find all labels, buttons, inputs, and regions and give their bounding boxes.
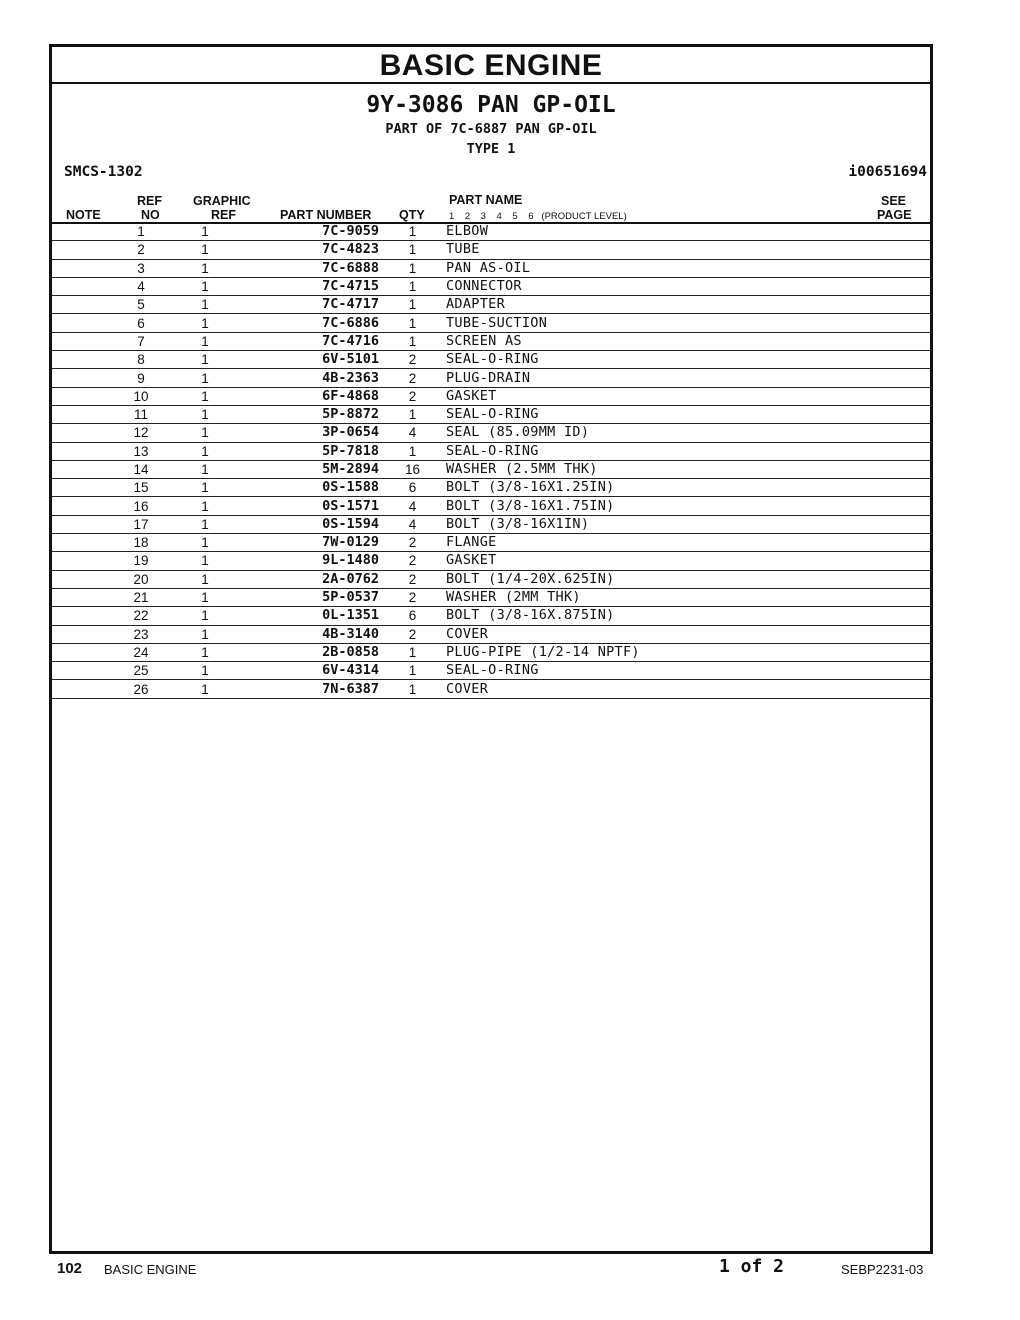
part-number-cell: 6F-4868 [242, 387, 379, 405]
part-name-cell: TUBE-SUCTION [446, 314, 890, 332]
note-cell [52, 625, 114, 643]
qty-cell: 1 [379, 332, 446, 350]
ref-no-cell: 3 [114, 259, 168, 277]
note-cell [52, 570, 114, 588]
graphic-ref-cell: 1 [168, 570, 242, 588]
part-number-cell: 4B-3140 [242, 625, 379, 643]
part-name-cell: BOLT (3/8-16X1.75IN) [446, 497, 890, 515]
col-product-levels: 1 2 3 4 5 6 (PRODUCT LEVEL) [449, 211, 627, 222]
part-number-cell: 0S-1594 [242, 515, 379, 533]
table-row [52, 351, 930, 369]
graphic-ref-cell: 1 [168, 369, 242, 387]
see-page-cell [890, 277, 930, 295]
ref-no-cell: 13 [114, 442, 168, 460]
graphic-ref-cell: 1 [168, 223, 242, 241]
see-page-cell [890, 387, 930, 405]
note-cell [52, 643, 114, 661]
see-page-cell [890, 296, 930, 314]
table-row [52, 442, 930, 460]
ref-no-cell: 14 [114, 460, 168, 478]
part-number-cell: 7W-0129 [242, 534, 379, 552]
part-number-cell: 6V-5101 [242, 351, 379, 369]
part-name-cell: SCREEN AS [446, 332, 890, 350]
part-name-cell: PAN AS-OIL [446, 259, 890, 277]
see-page-cell [890, 534, 930, 552]
graphic-ref-cell: 1 [168, 460, 242, 478]
part-name-cell: BOLT (1/4-20X.625IN) [446, 570, 890, 588]
see-page-cell [890, 515, 930, 533]
table-row [52, 369, 930, 387]
qty-cell: 2 [379, 552, 446, 570]
see-page-cell [890, 570, 930, 588]
table-row [52, 552, 930, 570]
ref-no-cell: 5 [114, 296, 168, 314]
qty-cell: 1 [379, 442, 446, 460]
note-cell [52, 497, 114, 515]
note-cell [52, 351, 114, 369]
part-name-cell: SEAL-O-RING [446, 662, 890, 680]
graphic-ref-cell: 1 [168, 314, 242, 332]
see-page-cell [890, 369, 930, 387]
graphic-ref-cell: 1 [168, 643, 242, 661]
ref-no-cell: 12 [114, 424, 168, 442]
see-page-cell [890, 625, 930, 643]
col-see-bottom: PAGE [877, 208, 912, 222]
part-number-cell: 0L-1351 [242, 607, 379, 625]
graphic-ref-cell: 1 [168, 405, 242, 423]
ref-no-cell: 26 [114, 680, 168, 698]
note-cell [52, 223, 114, 241]
qty-cell: 1 [379, 314, 446, 332]
part-name-cell: BOLT (3/8-16X.875IN) [446, 607, 890, 625]
qty-cell: 6 [379, 479, 446, 497]
graphic-ref-cell: 1 [168, 534, 242, 552]
ref-no-cell: 18 [114, 534, 168, 552]
table-row [52, 405, 930, 423]
part-name-cell: GASKET [446, 387, 890, 405]
illustration-id: i00651694 [848, 164, 927, 180]
see-page-cell [890, 680, 930, 698]
table-row [52, 680, 930, 698]
smcs-code: SMCS-1302 [64, 164, 143, 180]
graphic-ref-cell: 1 [168, 259, 242, 277]
part-of-line: PART OF 7C-6887 PAN GP-OIL [385, 121, 597, 137]
ref-no-cell: 11 [114, 405, 168, 423]
note-cell [52, 241, 114, 259]
ref-no-cell: 2 [114, 241, 168, 259]
table-row [52, 332, 930, 350]
note-cell [52, 332, 114, 350]
col-graphic-bottom: REF [211, 208, 236, 222]
see-page-cell [890, 552, 930, 570]
graphic-ref-cell: 1 [168, 662, 242, 680]
type-line: TYPE 1 [466, 141, 516, 157]
part-number-cell: 5M-2894 [242, 460, 379, 478]
see-page-cell [890, 588, 930, 606]
part-name-cell: SEAL-O-RING [446, 351, 890, 369]
col-part-name: PART NAME [449, 193, 523, 207]
qty-cell: 2 [379, 351, 446, 369]
part-name-cell: COVER [446, 625, 890, 643]
table-row [52, 497, 930, 515]
see-page-cell [890, 351, 930, 369]
col-graphic-top: GRAPHIC [193, 194, 251, 208]
part-name-cell: TUBE [446, 241, 890, 259]
col-see-top: SEE [881, 194, 907, 208]
part-number-cell: 5P-7818 [242, 442, 379, 460]
see-page-cell [890, 314, 930, 332]
part-number-cell: 7C-9059 [242, 223, 379, 241]
graphic-ref-cell: 1 [168, 497, 242, 515]
table-row [52, 570, 930, 588]
part-name-cell: WASHER (2MM THK) [446, 588, 890, 606]
note-cell [52, 277, 114, 295]
col-note: NOTE [66, 208, 101, 222]
note-cell [52, 296, 114, 314]
part-number-cell: 6V-4314 [242, 662, 379, 680]
graphic-ref-cell: 1 [168, 424, 242, 442]
note-cell [52, 259, 114, 277]
table-row [52, 534, 930, 552]
col-ref-bottom: NO [141, 208, 160, 222]
ref-no-cell: 16 [114, 497, 168, 515]
ref-no-cell: 19 [114, 552, 168, 570]
note-cell [52, 588, 114, 606]
ref-no-cell: 23 [114, 625, 168, 643]
part-number-cell: 9L-1480 [242, 552, 379, 570]
qty-cell: 1 [379, 643, 446, 661]
note-cell [52, 405, 114, 423]
table-row [52, 607, 930, 625]
page-footer [55, 1256, 925, 1280]
table-header [52, 192, 930, 224]
part-name-cell: WASHER (2.5MM THK) [446, 460, 890, 478]
qty-cell: 1 [379, 277, 446, 295]
table-row [52, 296, 930, 314]
part-name-cell: CONNECTOR [446, 277, 890, 295]
part-number-cell: 7C-4715 [242, 277, 379, 295]
ref-no-cell: 8 [114, 351, 168, 369]
part-name-cell: SEAL-O-RING [446, 405, 890, 423]
table-row [52, 479, 930, 497]
graphic-ref-cell: 1 [168, 680, 242, 698]
note-cell [52, 314, 114, 332]
graphic-ref-cell: 1 [168, 332, 242, 350]
group-title: 9Y-3086 PAN GP-OIL [366, 92, 616, 118]
part-number-cell: 0S-1588 [242, 479, 379, 497]
note-cell [52, 680, 114, 698]
part-number-cell: 3P-0654 [242, 424, 379, 442]
part-name-cell: PLUG-PIPE (1/2-14 NPTF) [446, 643, 890, 661]
qty-cell: 4 [379, 497, 446, 515]
qty-cell: 1 [379, 662, 446, 680]
ref-no-cell: 20 [114, 570, 168, 588]
part-number-cell: 5P-0537 [242, 588, 379, 606]
part-name-cell: FLANGE [446, 534, 890, 552]
qty-cell: 4 [379, 424, 446, 442]
table-row [52, 314, 930, 332]
note-cell [52, 460, 114, 478]
part-name-cell: COVER [446, 680, 890, 698]
part-number-cell: 7N-6387 [242, 680, 379, 698]
qty-cell: 2 [379, 534, 446, 552]
part-name-cell: ADAPTER [446, 296, 890, 314]
graphic-ref-cell: 1 [168, 241, 242, 259]
qty-cell: 1 [379, 259, 446, 277]
graphic-ref-cell: 1 [168, 607, 242, 625]
part-number-cell: 7C-4823 [242, 241, 379, 259]
section-title: BASIC ENGINE [379, 49, 603, 82]
page-of: 1 of 2 [719, 1256, 785, 1277]
note-cell [52, 424, 114, 442]
col-ref-top: REF [137, 194, 162, 208]
ref-no-cell: 6 [114, 314, 168, 332]
see-page-cell [890, 460, 930, 478]
qty-cell: 1 [379, 405, 446, 423]
table-row [52, 588, 930, 606]
part-name-cell: PLUG-DRAIN [446, 369, 890, 387]
qty-cell: 2 [379, 588, 446, 606]
qty-cell: 2 [379, 369, 446, 387]
note-cell [52, 387, 114, 405]
qty-cell: 16 [379, 460, 446, 478]
qty-cell: 4 [379, 515, 446, 533]
see-page-cell [890, 241, 930, 259]
part-name-cell: BOLT (3/8-16X1.25IN) [446, 479, 890, 497]
ref-no-cell: 10 [114, 387, 168, 405]
see-page-cell [890, 479, 930, 497]
table-row [52, 460, 930, 478]
qty-cell: 1 [379, 296, 446, 314]
graphic-ref-cell: 1 [168, 515, 242, 533]
ref-no-cell: 17 [114, 515, 168, 533]
graphic-ref-cell: 1 [168, 387, 242, 405]
ref-no-cell: 21 [114, 588, 168, 606]
graphic-ref-cell: 1 [168, 296, 242, 314]
ref-no-cell: 9 [114, 369, 168, 387]
see-page-cell [890, 662, 930, 680]
table-row [52, 241, 930, 259]
qty-cell: 1 [379, 241, 446, 259]
qty-cell: 2 [379, 387, 446, 405]
see-page-cell [890, 424, 930, 442]
note-cell [52, 369, 114, 387]
see-page-cell [890, 259, 930, 277]
note-cell [52, 552, 114, 570]
part-name-cell: GASKET [446, 552, 890, 570]
note-cell [52, 607, 114, 625]
note-cell [52, 515, 114, 533]
see-page-cell [890, 607, 930, 625]
see-page-cell [890, 405, 930, 423]
ref-no-cell: 25 [114, 662, 168, 680]
table-row [52, 643, 930, 661]
table-row [52, 424, 930, 442]
part-number-cell: 7C-4716 [242, 332, 379, 350]
part-number-cell: 7C-4717 [242, 296, 379, 314]
table-row [52, 259, 930, 277]
qty-cell: 1 [379, 223, 446, 241]
part-number-cell: 4B-2363 [242, 369, 379, 387]
note-cell [52, 479, 114, 497]
ref-no-cell: 7 [114, 332, 168, 350]
col-qty: QTY [399, 208, 425, 222]
qty-cell: 2 [379, 570, 446, 588]
table-row [52, 387, 930, 405]
qty-cell: 6 [379, 607, 446, 625]
see-page-cell [890, 643, 930, 661]
part-number-cell: 5P-8872 [242, 405, 379, 423]
graphic-ref-cell: 1 [168, 351, 242, 369]
note-cell [52, 534, 114, 552]
see-page-cell [890, 332, 930, 350]
note-cell [52, 442, 114, 460]
page-number: 102 [57, 1260, 83, 1277]
meta-row [52, 164, 930, 184]
see-page-cell [890, 442, 930, 460]
qty-cell: 1 [379, 680, 446, 698]
part-name-cell: SEAL-O-RING [446, 442, 890, 460]
parts-table-body [52, 223, 930, 698]
graphic-ref-cell: 1 [168, 479, 242, 497]
footer-section: BASIC ENGINE [104, 1262, 197, 1277]
see-page-cell [890, 223, 930, 241]
part-number-cell: 0S-1571 [242, 497, 379, 515]
section-title-bar [52, 47, 930, 84]
part-number-cell: 2A-0762 [242, 570, 379, 588]
ref-no-cell: 22 [114, 607, 168, 625]
part-name-cell: SEAL (85.09MM ID) [446, 424, 890, 442]
part-name-cell: BOLT (3/8-16X1IN) [446, 515, 890, 533]
graphic-ref-cell: 1 [168, 588, 242, 606]
ref-no-cell: 1 [114, 223, 168, 241]
part-number-cell: 2B-0858 [242, 643, 379, 661]
page-frame [49, 44, 933, 1254]
table-row [52, 515, 930, 533]
ref-no-cell: 24 [114, 643, 168, 661]
part-number-cell: 7C-6886 [242, 314, 379, 332]
ref-no-cell: 4 [114, 277, 168, 295]
graphic-ref-cell: 1 [168, 277, 242, 295]
part-name-cell: ELBOW [446, 223, 890, 241]
qty-cell: 2 [379, 625, 446, 643]
see-page-cell [890, 497, 930, 515]
table-row [52, 662, 930, 680]
graphic-ref-cell: 1 [168, 625, 242, 643]
table-row [52, 223, 930, 241]
graphic-ref-cell: 1 [168, 552, 242, 570]
part-number-cell: 7C-6888 [242, 259, 379, 277]
table-row [52, 277, 930, 295]
note-cell [52, 662, 114, 680]
graphic-ref-cell: 1 [168, 442, 242, 460]
table-row [52, 625, 930, 643]
parts-table [52, 223, 930, 699]
col-part-number: PART NUMBER [280, 208, 372, 222]
ref-no-cell: 15 [114, 479, 168, 497]
doc-number: SEBP2231-03 [841, 1262, 924, 1277]
